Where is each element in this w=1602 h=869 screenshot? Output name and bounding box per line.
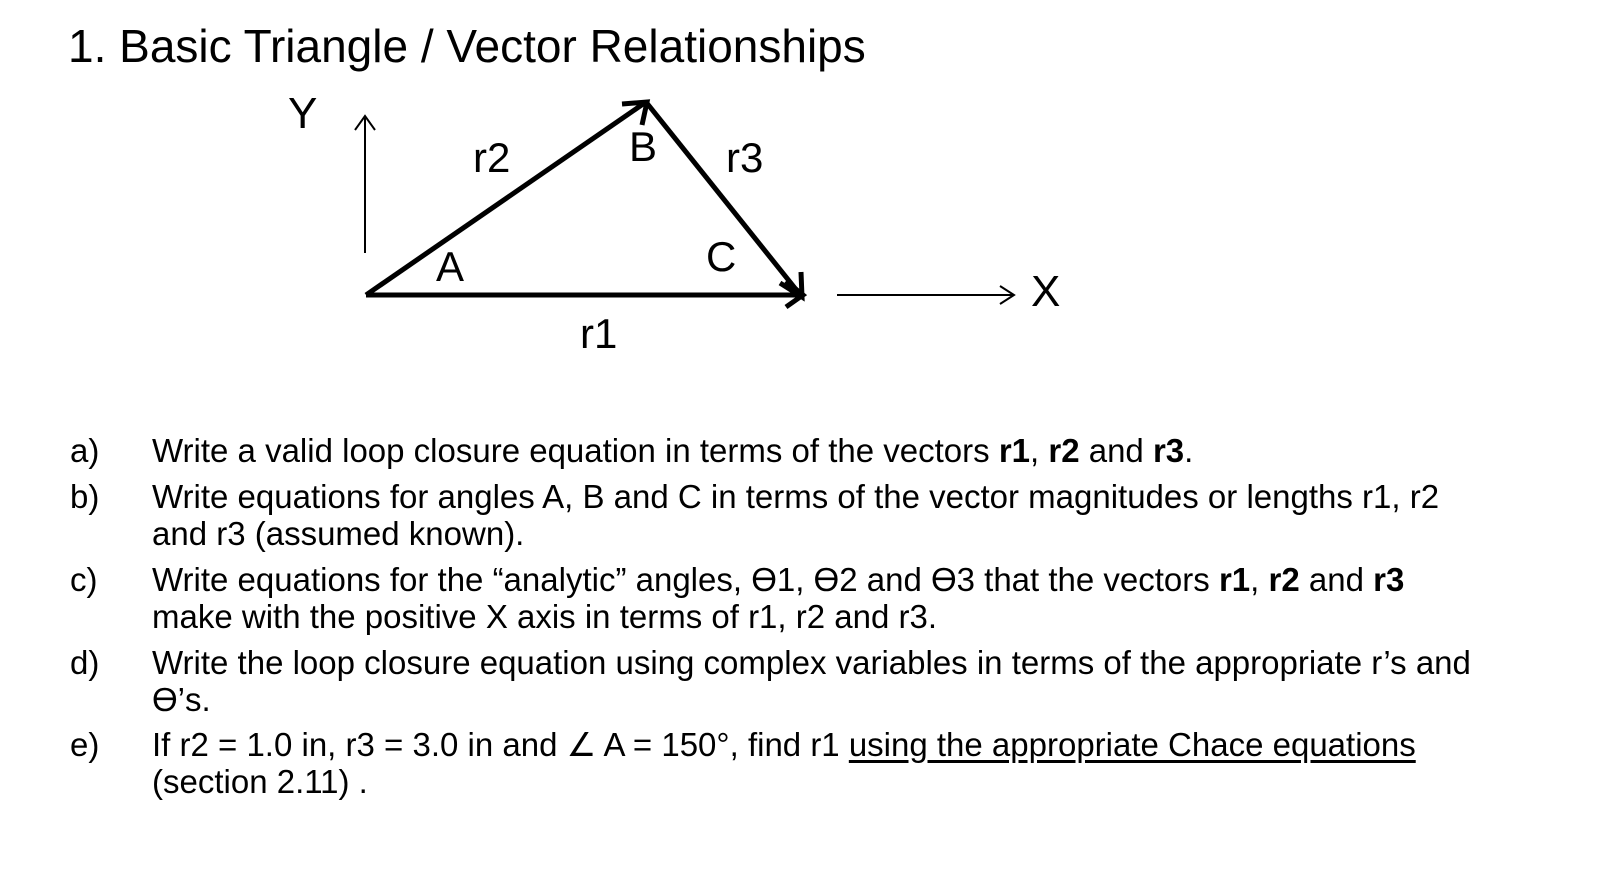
text-span: If r2 = 1.0 in, r3 = 3.0 in and xyxy=(152,726,567,763)
bold-vector-r3: r3 xyxy=(1152,432,1185,469)
bold-vector-r2: r2 xyxy=(1268,561,1300,598)
vector-r1-label: r1 xyxy=(580,310,618,357)
vector-r1-arrow xyxy=(366,281,803,307)
text-span: Write equations for the “analytic” angles, ϴ1, ϴ2 and ϴ3 that the vectors xyxy=(152,561,1219,598)
text-span: , xyxy=(1250,561,1269,598)
question-text xyxy=(152,561,1482,635)
question-label: a) xyxy=(70,432,100,469)
angle-a-label: A xyxy=(436,243,465,290)
text-span: Write a valid loop closure equation in terms of the vectors xyxy=(152,432,999,469)
question-label: d) xyxy=(70,644,100,681)
vector-r3-label: r3 xyxy=(726,134,764,181)
angle-symbol: ∠ xyxy=(566,726,597,763)
bold-vector-r1: r1 xyxy=(1218,561,1251,598)
vector-r2-label: r2 xyxy=(473,134,511,181)
question-text xyxy=(152,726,1482,800)
bold-vector-r1: r1 xyxy=(998,432,1031,469)
question-text xyxy=(152,432,1482,469)
page-title: 1. Basic Triangle / Vector Relationships xyxy=(68,20,866,72)
text-span: and xyxy=(1299,561,1374,598)
angle-b-label: B xyxy=(629,123,658,170)
question-label: c) xyxy=(70,561,98,598)
vector-r2-arrow xyxy=(366,102,647,295)
text-span: , xyxy=(1030,432,1049,469)
y-axis-arrow xyxy=(355,116,375,253)
bold-vector-r2: r2 xyxy=(1048,432,1080,469)
text-span: A = 150°, find r1 xyxy=(596,726,849,763)
angle-c-label: C xyxy=(706,233,737,280)
vector-triangle-diagram xyxy=(0,0,1602,400)
underlined-text: using the appropriate Chace equations xyxy=(848,726,1416,763)
question-label: e) xyxy=(70,726,100,763)
bold-vector-r3: r3 xyxy=(1373,561,1405,598)
text-span: (section 2.11) . xyxy=(152,763,368,800)
question-label: b) xyxy=(70,478,100,515)
y-axis-label: Y xyxy=(288,89,318,138)
text-span: make with the positive X axis in terms of r1, r2 and r3. xyxy=(152,598,937,635)
question-text: Write equations for angles A, B and C in terms of the vector magnitudes or lengths r1, r2 and r3 (assumed known). xyxy=(152,478,1440,552)
question-text: Write the loop closure equation using complex variables in terms of the appropriate r’s and ϴ’s. xyxy=(152,644,1471,718)
text-span: and xyxy=(1079,432,1153,469)
text-span: . xyxy=(1184,432,1194,469)
x-axis-label: X xyxy=(1031,267,1061,316)
x-axis-arrow xyxy=(837,286,1014,304)
